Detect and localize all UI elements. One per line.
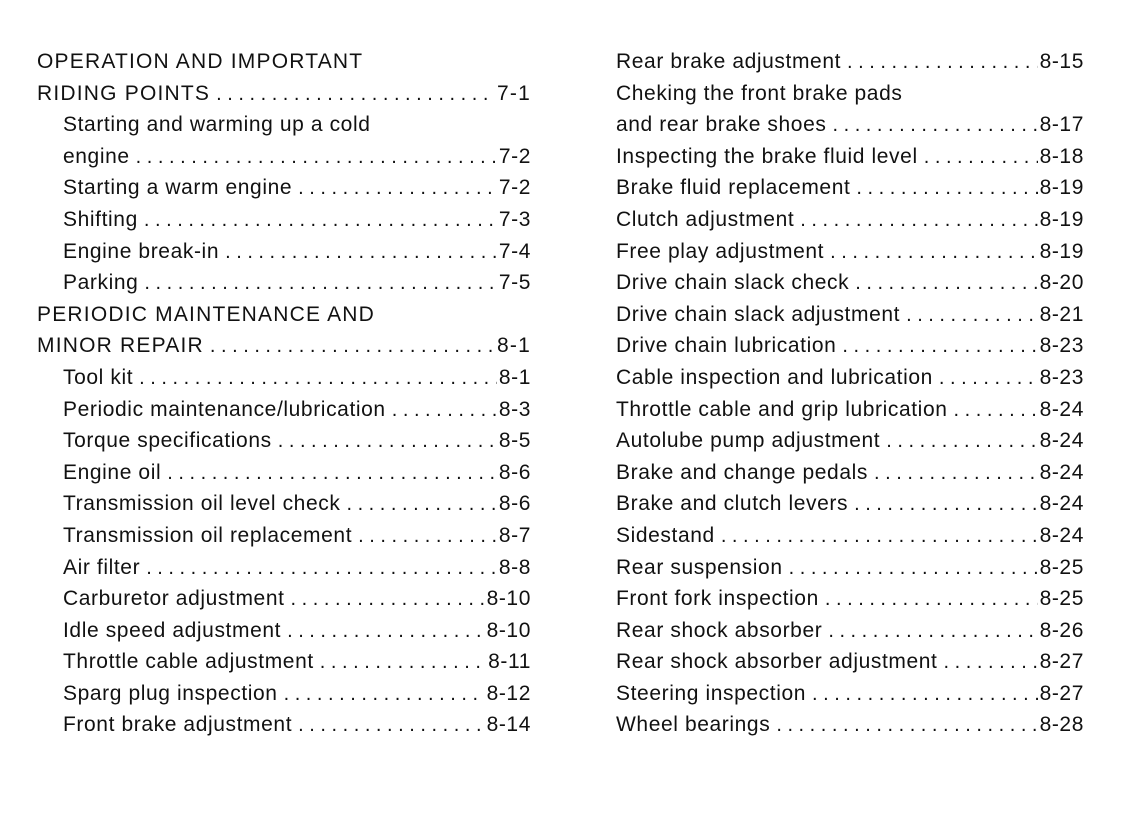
toc-entry[interactable] — [616, 520, 1084, 552]
dot-leader — [225, 237, 497, 269]
toc-entry-title: Rear shock absorber adjustment — [616, 650, 938, 674]
toc-entry-title: Front brake adjustment — [63, 713, 293, 737]
toc-entry-title: Drive chain slack check — [616, 271, 850, 295]
toc-entry-list — [37, 362, 531, 741]
toc-entry-title: RIDING POINTS — [37, 81, 211, 105]
toc-entry[interactable] — [616, 394, 1084, 426]
toc-entry-title: Rear suspension — [616, 555, 783, 579]
toc-entry-title: Cable inspection and lubrication — [616, 365, 933, 389]
toc-entry-minor-repair[interactable] — [37, 330, 531, 362]
toc-entry-title: Transmission oil level check — [63, 492, 341, 516]
dot-leader — [832, 110, 1037, 142]
dot-leader — [856, 173, 1037, 205]
toc-entry[interactable] — [37, 457, 531, 489]
toc-entry[interactable] — [616, 141, 1084, 173]
dot-leader — [167, 458, 497, 490]
toc-entry-brake-pads-line1 — [616, 78, 1084, 110]
toc-entry[interactable] — [37, 172, 531, 204]
section-heading-text: PERIODIC MAINTENANCE AND — [37, 302, 376, 326]
toc-entry-page: 7-3 — [498, 207, 531, 231]
dot-leader — [144, 268, 496, 300]
toc-entry[interactable] — [37, 394, 531, 426]
dot-leader — [847, 47, 1038, 79]
dot-leader — [392, 395, 497, 427]
toc-entry-title: Throttle cable adjustment — [63, 650, 314, 674]
toc-entry-page: 8-24 — [1039, 460, 1084, 484]
toc-entry-title: Autolube pump adjustment — [616, 429, 881, 453]
dot-leader — [287, 616, 484, 648]
toc-entry-page: 8-20 — [1039, 271, 1084, 295]
toc-entry-title: Sparg plug inspection — [63, 681, 278, 705]
dot-leader — [874, 458, 1038, 490]
toc-entry-page: 7-2 — [498, 176, 531, 200]
toc-entry-title: Front fork inspection — [616, 587, 819, 611]
toc-entry-page: 8-14 — [486, 713, 531, 737]
toc-entry-rear-brake-adjustment[interactable] — [616, 46, 1084, 78]
toc-entry[interactable] — [616, 330, 1084, 362]
toc-right-column — [616, 46, 1084, 741]
dot-leader — [284, 679, 485, 711]
toc-entry-title: Steering inspection — [616, 681, 807, 705]
toc-entry-page: 8-18 — [1039, 144, 1084, 168]
toc-entry-page: 8-10 — [486, 618, 531, 642]
toc-entry[interactable] — [37, 552, 531, 584]
toc-entry-page: 8-25 — [1039, 555, 1084, 579]
toc-entry-title: Brake fluid replacement — [616, 176, 851, 200]
toc-entry-title: Brake and clutch levers — [616, 492, 849, 516]
toc-entry[interactable] — [616, 552, 1084, 584]
toc-entry-page: 7-1 — [497, 81, 531, 105]
toc-entry-title: Sidestand — [616, 523, 715, 547]
dot-leader — [139, 363, 497, 395]
toc-entry-title: Starting a warm engine — [63, 176, 293, 200]
dot-leader — [346, 489, 496, 521]
toc-entry[interactable] — [616, 646, 1084, 678]
toc-entry-page: 8-23 — [1039, 334, 1084, 358]
toc-entry[interactable] — [37, 267, 531, 299]
toc-entry-title: Wheel bearings — [616, 713, 771, 737]
section-heading-operation — [37, 46, 531, 78]
toc-entry-title: Throttle cable and grip lubrication — [616, 397, 948, 421]
toc-entry-page: 8-24 — [1039, 523, 1084, 547]
toc-entry-riding-points[interactable] — [37, 78, 531, 110]
dot-leader — [721, 521, 1038, 553]
toc-entry[interactable] — [616, 172, 1084, 204]
toc-entry[interactable] — [616, 267, 1084, 299]
toc-entry-title: Carburetor adjustment — [63, 587, 285, 611]
toc-entry[interactable] — [616, 299, 1084, 331]
toc-entry[interactable] — [37, 709, 531, 741]
dot-leader — [954, 395, 1038, 427]
dot-leader — [144, 205, 497, 237]
dot-leader — [800, 205, 1037, 237]
dot-leader — [210, 331, 495, 363]
toc-entry[interactable] — [616, 425, 1084, 457]
toc-entry[interactable] — [37, 236, 531, 268]
dot-leader — [939, 363, 1038, 395]
toc-entry[interactable] — [37, 646, 531, 678]
toc-entry-title: Brake and change pedals — [616, 460, 868, 484]
toc-entry-page: 8-25 — [1039, 587, 1084, 611]
toc-entry-page: 7-2 — [498, 144, 531, 168]
toc-entry-page: 8-6 — [498, 460, 531, 484]
dot-leader — [789, 553, 1038, 585]
dot-leader — [924, 142, 1038, 174]
toc-entry-page: 8-19 — [1039, 207, 1084, 231]
toc-entry-page: 8-24 — [1039, 429, 1084, 453]
toc-entry[interactable] — [37, 362, 531, 394]
toc-entry-page: 8-15 — [1039, 50, 1084, 73]
toc-entry[interactable] — [37, 583, 531, 615]
toc-entry-page: 8-21 — [1039, 302, 1084, 326]
toc-entry-title: Rear brake adjustment — [616, 50, 842, 73]
toc-entry-page: 8-19 — [1039, 176, 1084, 200]
toc-entry-page: 8-5 — [498, 429, 531, 453]
toc-entry-page: 8-24 — [1039, 397, 1084, 421]
toc-entry[interactable] — [616, 488, 1084, 520]
toc-entry-page: 8-8 — [498, 555, 531, 579]
dot-leader — [854, 489, 1037, 521]
toc-entry-page: 8-10 — [486, 587, 531, 611]
toc-entry[interactable] — [37, 204, 531, 236]
dot-leader — [216, 79, 495, 111]
dot-leader — [320, 647, 486, 679]
dot-leader — [298, 173, 497, 205]
toc-entry-title: Clutch adjustment — [616, 207, 795, 231]
dot-leader — [776, 710, 1037, 742]
section-heading-text: OPERATION AND IMPORTANT — [37, 50, 364, 73]
dot-leader — [812, 679, 1038, 711]
section-heading-periodic — [37, 299, 531, 331]
toc-entry-title: Torque specifications — [63, 429, 272, 453]
dot-leader — [842, 331, 1037, 363]
dot-leader — [855, 268, 1037, 300]
toc-entry-page: 8-1 — [497, 334, 531, 358]
toc-entry-page: 8-27 — [1039, 681, 1084, 705]
toc-left-column — [37, 46, 531, 741]
toc-entry-title: Periodic maintenance/lubrication — [63, 397, 386, 421]
toc-entry-page: 7-5 — [498, 271, 531, 295]
dot-leader — [358, 521, 497, 553]
dot-leader — [136, 142, 497, 174]
toc-entry[interactable] — [37, 678, 531, 710]
toc-entry-page: 8-17 — [1039, 113, 1084, 137]
toc-entry-page: 8-1 — [498, 365, 531, 389]
toc-entry-title: Shifting — [63, 207, 138, 231]
toc-entry-title: Inspecting the brake fluid level — [616, 144, 918, 168]
toc-entry[interactable] — [616, 678, 1084, 710]
toc-entry-title: Rear shock absorber — [616, 618, 823, 642]
dot-leader — [278, 426, 497, 458]
dot-leader — [906, 300, 1037, 332]
toc-entry-page: 8-27 — [1039, 650, 1084, 674]
toc-entry-page: 8-3 — [498, 397, 531, 421]
toc-entry-title: Air filter — [63, 555, 141, 579]
toc-entry[interactable] — [616, 457, 1084, 489]
toc-entry-page: 8-12 — [486, 681, 531, 705]
toc-entry-title: Drive chain lubrication — [616, 334, 837, 358]
toc-entry-title: Engine break-in — [63, 239, 220, 263]
dot-leader — [291, 584, 485, 616]
toc-entry-brake-pads[interactable] — [616, 109, 1084, 141]
dot-leader — [944, 647, 1038, 679]
toc-entry[interactable] — [37, 488, 531, 520]
toc-entry[interactable] — [37, 425, 531, 457]
dot-leader — [146, 553, 497, 585]
dot-leader — [825, 584, 1038, 616]
toc-entry-page: 8-28 — [1039, 713, 1084, 737]
toc-entry-title: Tool kit — [63, 365, 134, 389]
dot-leader — [830, 237, 1037, 269]
toc-entry[interactable] — [37, 615, 531, 647]
dot-leader — [828, 616, 1037, 648]
dot-leader — [298, 710, 484, 742]
toc-entry-page: 8-7 — [498, 523, 531, 547]
toc-entry-title: Parking — [63, 271, 139, 295]
toc-entry-page: 8-19 — [1039, 239, 1084, 263]
toc-entry[interactable] — [616, 204, 1084, 236]
toc-entry-list — [616, 141, 1084, 741]
toc-entry[interactable] — [616, 362, 1084, 394]
toc-entry-page: 8-23 — [1039, 365, 1084, 389]
toc-entry-title: Transmission oil replacement — [63, 523, 353, 547]
toc-entry-title: and rear brake shoes — [616, 113, 827, 137]
toc-entry-title: Drive chain slack adjustment — [616, 302, 901, 326]
toc-entry-page: 8-26 — [1039, 618, 1084, 642]
toc-entry-list — [37, 172, 531, 298]
toc-entry[interactable] — [616, 615, 1084, 647]
toc-entry-page: 8-6 — [498, 492, 531, 516]
toc-entry-title: Idle speed adjustment — [63, 618, 282, 642]
toc-entry-title: engine — [63, 144, 130, 168]
toc-entry-cold-start-line1 — [37, 109, 531, 141]
toc-entry-page: 8-11 — [488, 650, 531, 674]
toc-entry-title: Engine oil — [63, 460, 162, 484]
toc-entry[interactable] — [616, 709, 1084, 741]
toc-entry-title: MINOR REPAIR — [37, 334, 204, 358]
toc-entry-title: Free play adjustment — [616, 239, 825, 263]
toc-entry-cold-start[interactable] — [37, 141, 531, 173]
toc-entry-title: Cheking the front brake pads — [616, 81, 903, 105]
toc-entry[interactable] — [616, 583, 1084, 615]
toc-entry[interactable] — [37, 520, 531, 552]
toc-entry-page: 7-4 — [498, 239, 531, 263]
toc-entry-title: Starting and warming up a cold — [63, 113, 371, 137]
toc-entry-page: 8-24 — [1039, 492, 1084, 516]
toc-entry[interactable] — [616, 236, 1084, 268]
dot-leader — [886, 426, 1037, 458]
